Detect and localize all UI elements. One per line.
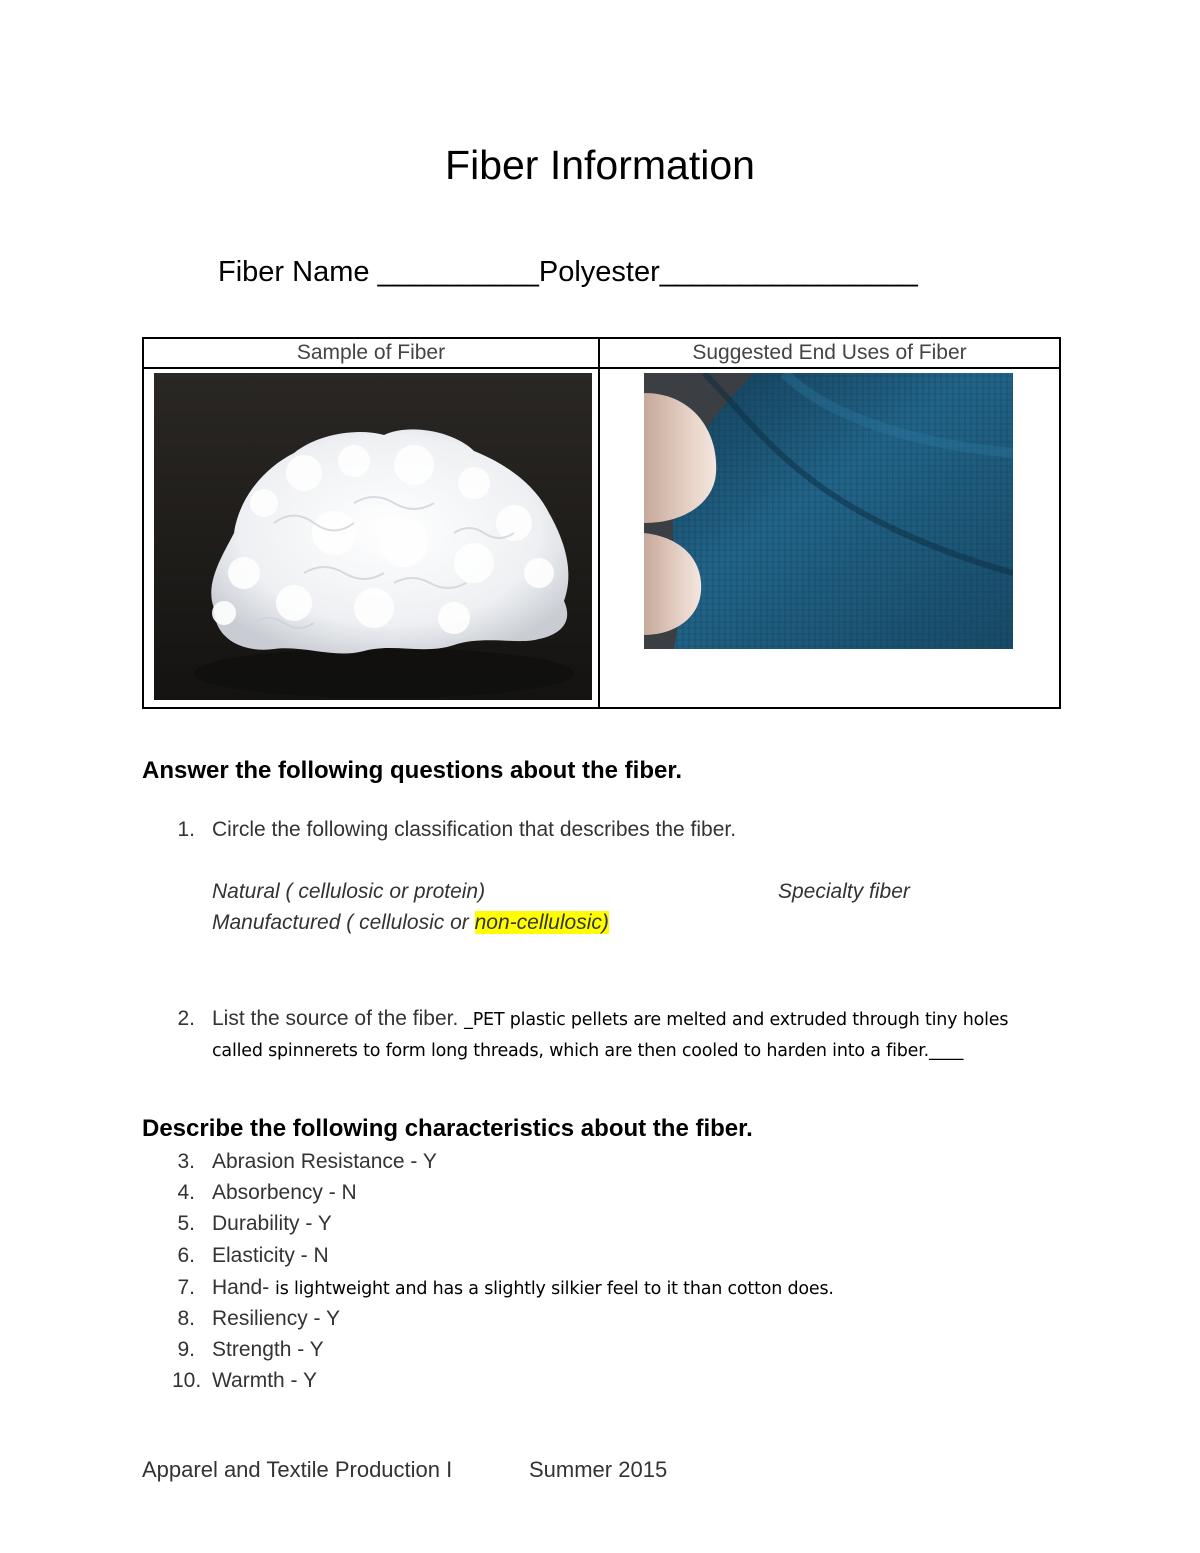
- fiber-sample-photo: [154, 373, 592, 700]
- footer-term: Summer 2015: [529, 1457, 668, 1482]
- option-specialty: Specialty fiber: [778, 880, 910, 903]
- list-item-number: 5.: [177, 1212, 195, 1235]
- footer-course: Apparel and Textile Production I: [142, 1457, 453, 1482]
- polyester-fiber-image: [154, 373, 592, 700]
- option-manufactured-label: Manufactured ( cellulosic or: [212, 911, 475, 934]
- fiber-name-label: Fiber Name: [218, 256, 370, 288]
- list-item: Strength - Y: [212, 1338, 324, 1361]
- list-item: Elasticity - N: [212, 1244, 329, 1267]
- list-item-number: 3.: [177, 1150, 195, 1173]
- question-text: [212, 1007, 1008, 1031]
- question-number: 1.: [177, 818, 195, 841]
- characteristics-heading: Describe the following characteristics about the fiber.: [142, 1115, 753, 1142]
- list-item-number: 9.: [177, 1338, 195, 1361]
- list-item-number: 10.: [172, 1369, 202, 1392]
- list-item-number: 7.: [177, 1276, 195, 1299]
- list-item-number: 8.: [177, 1307, 195, 1330]
- fiber-name-value: __________Polyester________________: [377, 256, 918, 288]
- fiber-name-line: [218, 256, 918, 289]
- end-use-fabric-photo: [644, 373, 1013, 649]
- question-prompt: List the source of the fiber.: [212, 1007, 459, 1030]
- sample-cell: [143, 368, 599, 708]
- list-item-label: Hand-: [212, 1276, 276, 1299]
- source-answer-line1: _PET plastic pellets are melted and extruded through tiny holes: [464, 1010, 1009, 1030]
- hand-answer: is lightweight and has a slightly silkier feel to it than cotton does.: [275, 1279, 834, 1299]
- question-number: 2.: [177, 1007, 195, 1030]
- column-header-end-uses: Suggested End Uses of Fiber: [599, 338, 1060, 368]
- page-title: Fiber Information: [445, 142, 755, 188]
- list-item: Abrasion Resistance - Y: [212, 1150, 437, 1173]
- end-uses-cell: [599, 368, 1060, 708]
- selected-answer-highlight: non-cellulosic): [474, 911, 609, 934]
- list-item-number: 6.: [177, 1244, 195, 1267]
- option-manufactured: [212, 911, 609, 935]
- list-item: Durability - Y: [212, 1212, 332, 1235]
- polyester-fabric-image: [644, 373, 1013, 649]
- list-item: Absorbency - N: [212, 1181, 357, 1204]
- questions-heading: Answer the following questions about the fiber.: [142, 757, 683, 784]
- column-header-sample: Sample of Fiber: [143, 338, 599, 368]
- list-item: Resiliency - Y: [212, 1307, 340, 1330]
- list-item: [212, 1276, 834, 1300]
- option-natural: Natural ( cellulosic or protein): [212, 880, 486, 903]
- question-text: Circle the following classification that describes the fiber.: [212, 818, 737, 841]
- list-item-number: 4.: [177, 1181, 195, 1204]
- source-answer-line2: called spinnerets to form long threads, which are then cooled to harden into a fiber.____: [212, 1041, 964, 1061]
- fiber-table: [142, 337, 1061, 709]
- list-item: Warmth - Y: [212, 1369, 318, 1392]
